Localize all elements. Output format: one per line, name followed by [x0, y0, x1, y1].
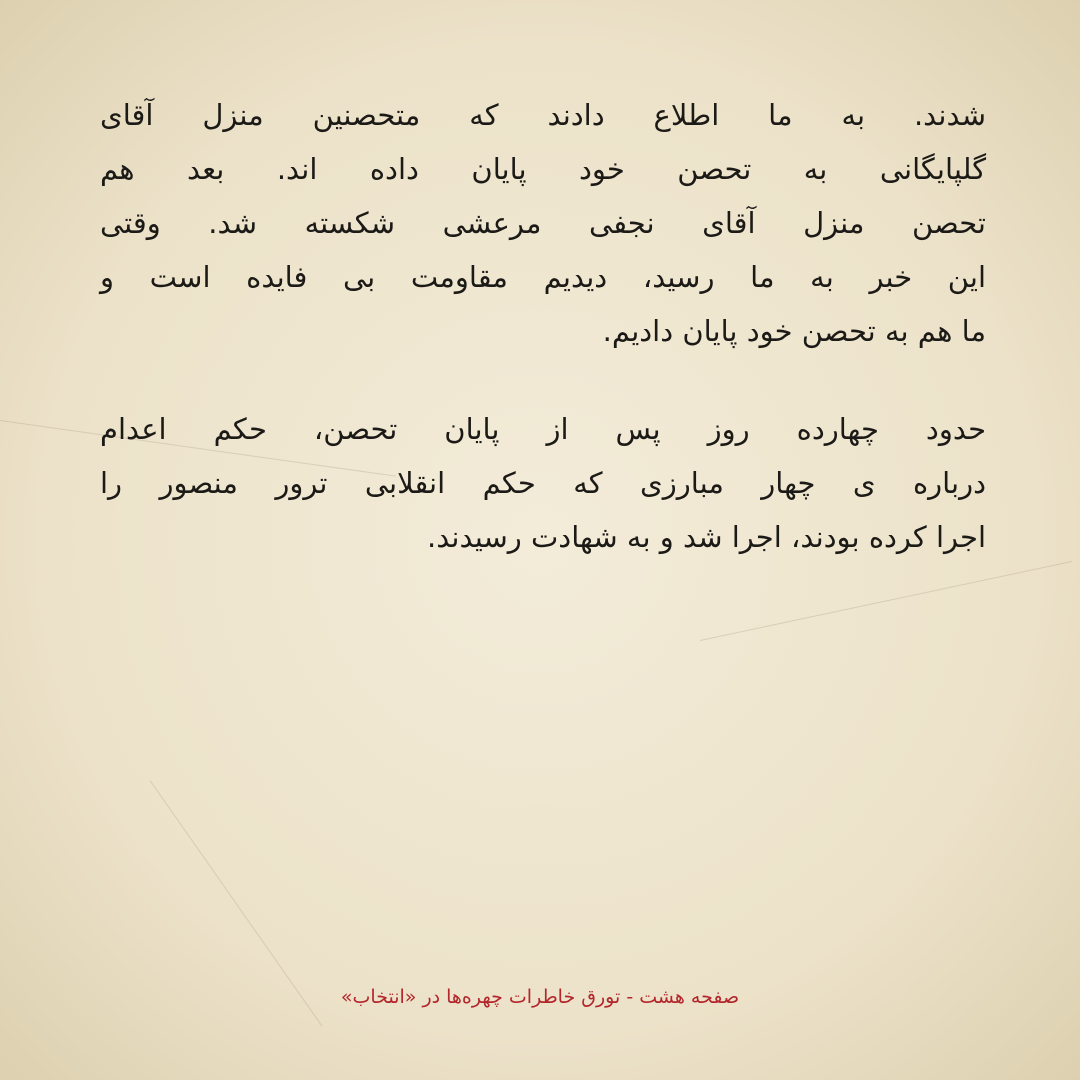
text-line: تحصن منزل آقای نجفی مرعشی شکسته شد. وقتی — [100, 206, 986, 240]
paragraph-2 — [100, 402, 986, 564]
text-line: گلپایگانی به تحصن خود پایان داده اند. بعد هم — [100, 152, 986, 186]
page-footer: صفحه هشت - تورق خاطرات چهره‌ها در «انتخاب» — [340, 986, 740, 1008]
text-line: این خبر به ما رسید، دیدیم مقاومت بی فایده است و — [100, 260, 986, 294]
text-line: اجرا کرده بودند، اجرا شد و به شهادت رسیدند. — [426, 520, 986, 554]
text-line: شدند. به ما اطلاع دادند که متحصنین منزل آقای — [100, 98, 986, 132]
text-line: حدود چهارده روز پس از پایان تحصن، حکم اعدام — [100, 412, 986, 446]
text-line: ما هم به تحصن خود پایان دادیم. — [602, 314, 986, 348]
paragraph-1 — [100, 88, 986, 358]
text-line: درباره ی چهار مبارزی که حکم انقلابی ترور منصور را — [100, 466, 986, 500]
document-body — [100, 88, 986, 608]
